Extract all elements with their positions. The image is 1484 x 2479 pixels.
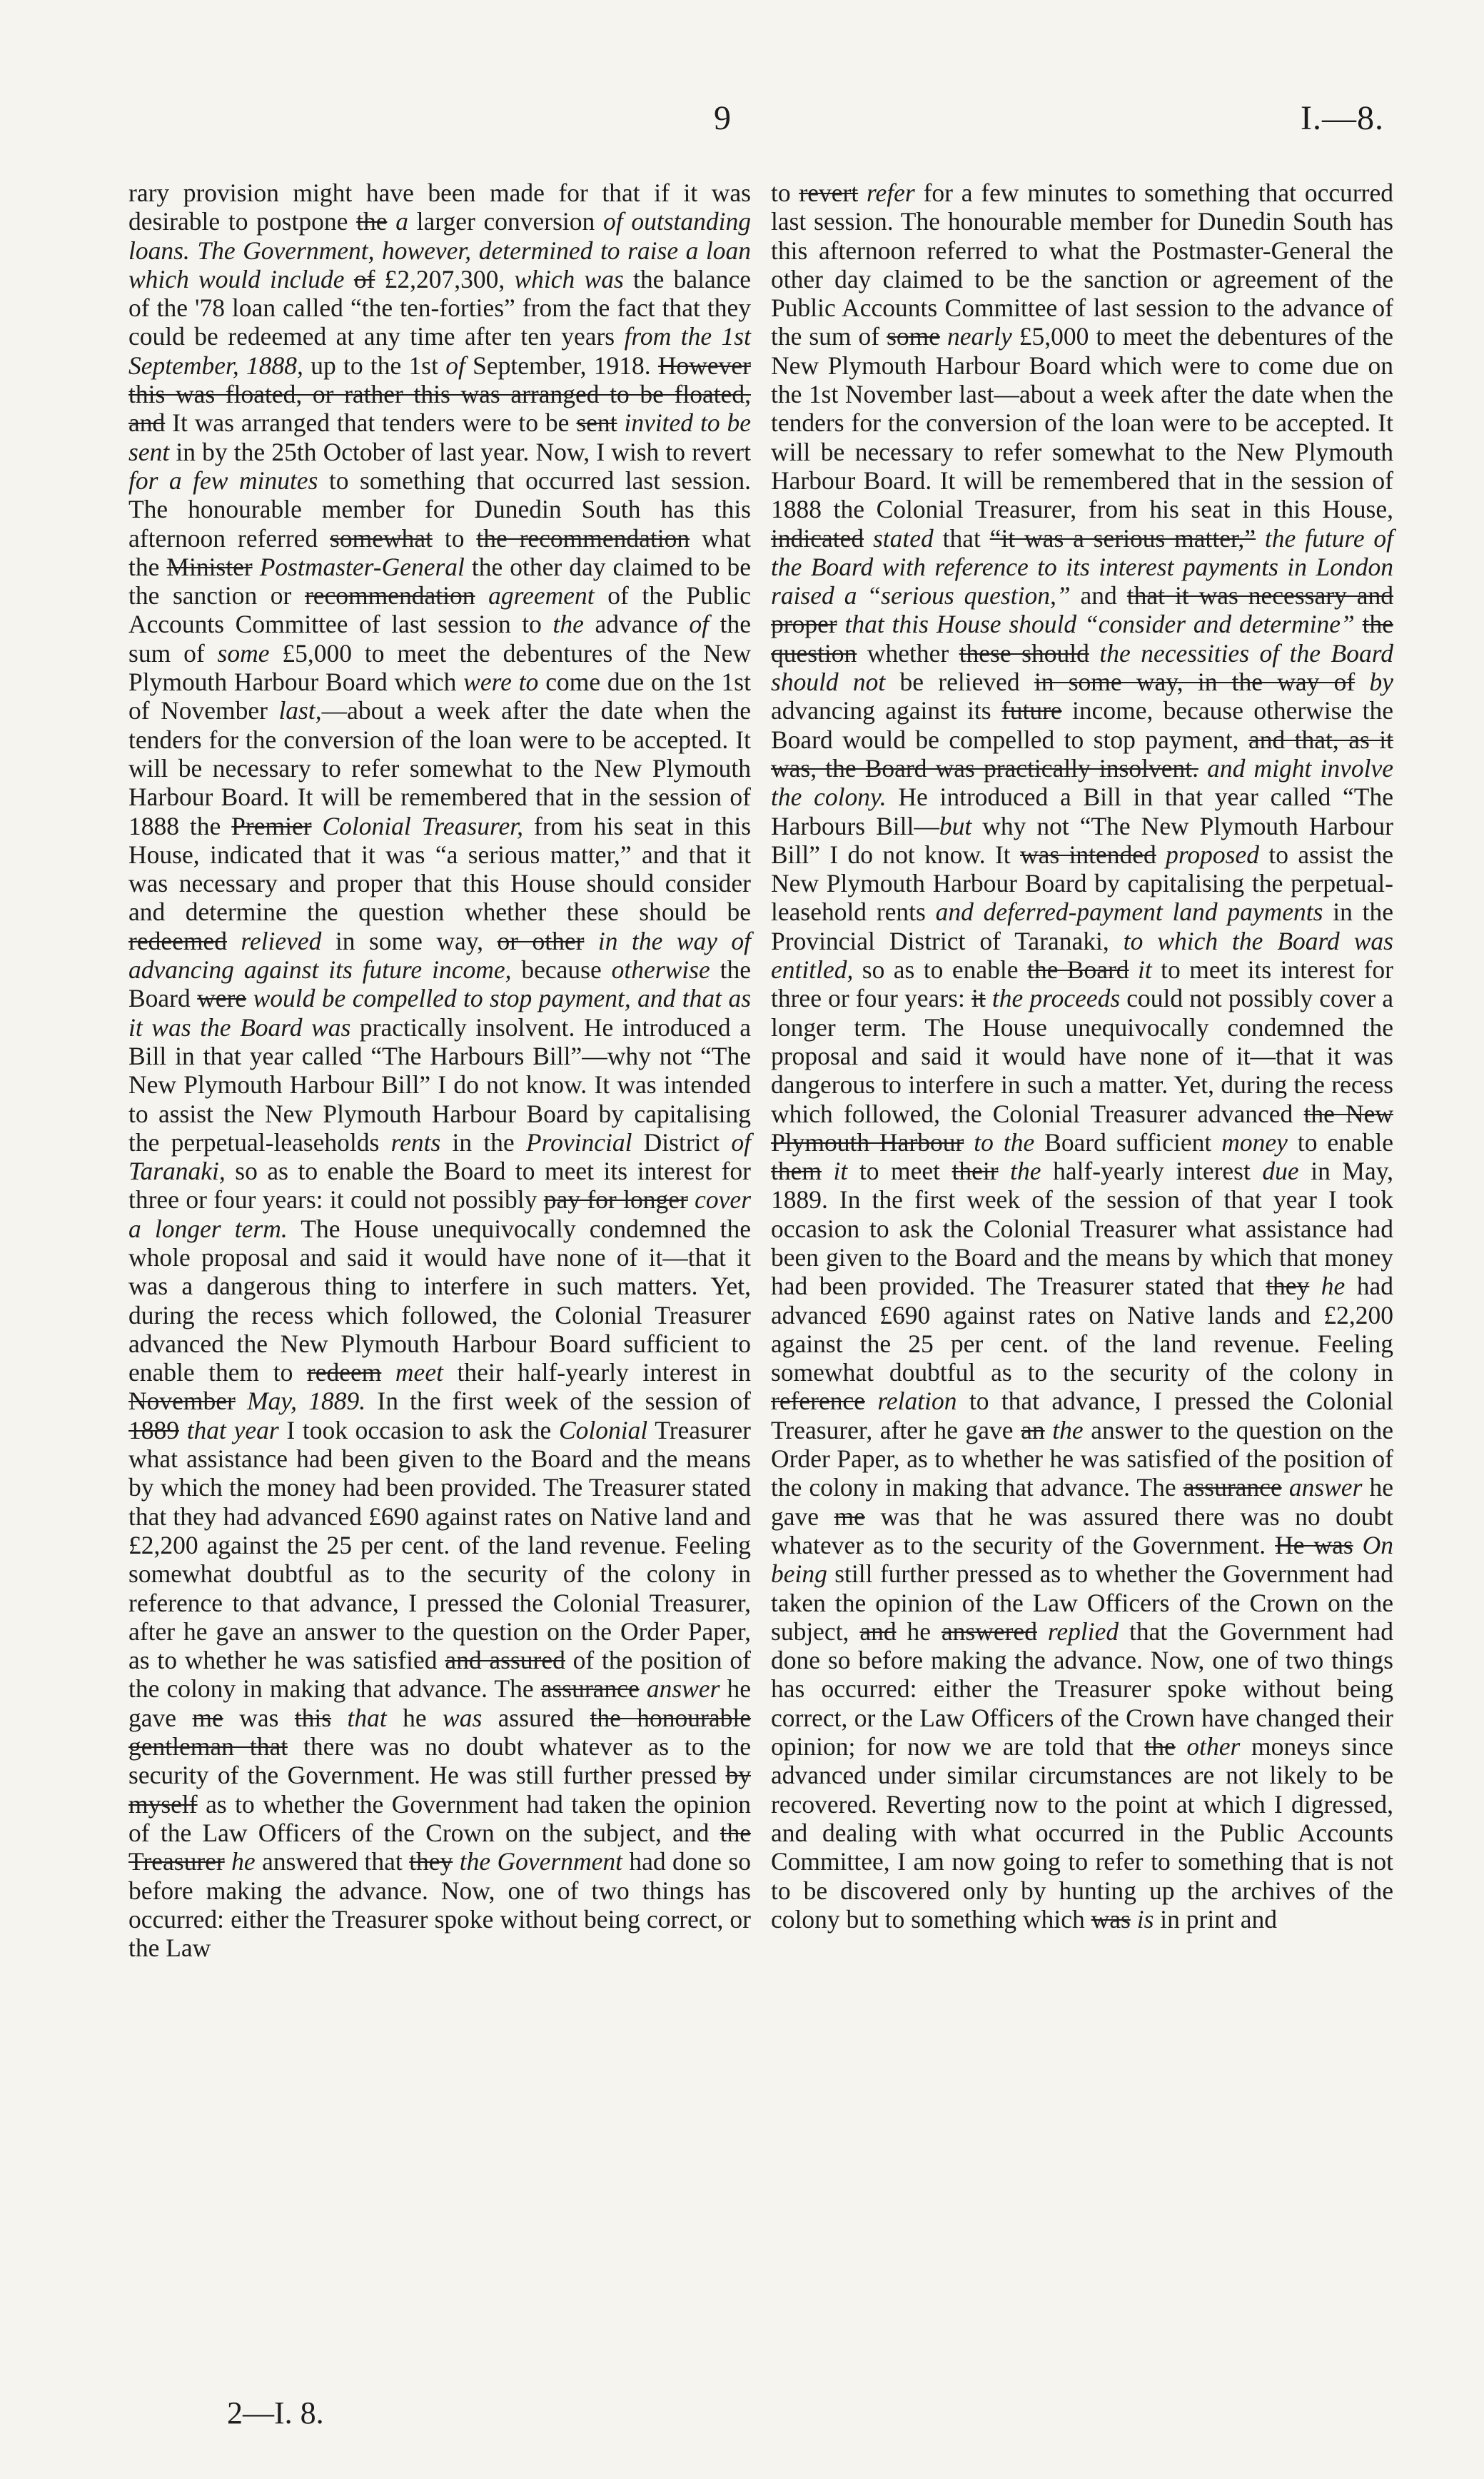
- deleted-text: the Board: [1026, 955, 1129, 985]
- body-text: Treasurer what assistance had been given to the Board and the means by which the money had been provided. The Treasurer stated that they had advanced £690 against rates on Native land and £2,200 against the 25 per cent. of the land revenue. Feeling somewhat doubtful as to the security of the colony in reference to that advance, I pressed the Colonial Treasurer, after he gave an answer to the question on the Order Paper, as to whether he was satisfied: [128, 1415, 752, 1675]
- inserted-text: refer: [867, 178, 915, 207]
- paragraph: [771, 178, 1393, 1934]
- body-text: of the position of the colony in making that advance. The: [128, 1646, 751, 1704]
- deleted-text: these should: [959, 638, 1089, 668]
- inserted-text: of: [689, 610, 710, 639]
- body-text: [858, 178, 867, 207]
- deleted-text: redeem: [306, 1358, 382, 1387]
- inserted-text: invited to be sent: [128, 408, 751, 466]
- body-text: [179, 1416, 187, 1444]
- inserted-text: otherwise: [611, 955, 710, 985]
- deleted-text: assurance: [1183, 1473, 1282, 1502]
- deleted-text: me: [834, 1502, 865, 1531]
- body-text: [640, 1674, 647, 1703]
- body-text: [227, 927, 241, 955]
- inserted-text: the: [1010, 1157, 1041, 1186]
- body-text: of the Public Accounts Committee of last session to: [128, 581, 752, 639]
- inserted-text: but: [939, 811, 972, 840]
- body-text: had done so before making the advance. Now, one of two things has occurred: either the Treasurer spoke without being correct, or the Law: [128, 1847, 751, 1963]
- deleted-text: their: [952, 1157, 999, 1186]
- body-text: was: [223, 1703, 295, 1732]
- inserted-text: by: [1369, 668, 1394, 697]
- inserted-text: to which the Board was entitled,: [771, 926, 1393, 985]
- body-text: in the Provincial District of Taranaki,: [771, 897, 1393, 955]
- inserted-text: Provincial: [525, 1127, 632, 1157]
- deleted-text: the: [356, 207, 388, 236]
- body-text: be relieved: [885, 668, 1034, 697]
- body-text: advance: [583, 610, 690, 639]
- body-text: [964, 1128, 974, 1157]
- inserted-text: Colonial: [558, 1415, 648, 1444]
- inserted-text: that this House should “consider and determine”: [844, 610, 1355, 639]
- body-text: in print and: [1154, 1904, 1277, 1934]
- deleted-text: sent: [576, 408, 617, 438]
- body-text: [1309, 1272, 1321, 1300]
- inserted-text: a: [395, 207, 408, 236]
- inserted-text: he: [231, 1847, 256, 1876]
- body-text: he: [896, 1616, 942, 1646]
- body-text: and: [1070, 581, 1127, 610]
- body-text: why not “The New Plymouth Harbour Bill” I do not know. It: [771, 811, 1393, 869]
- inserted-text: would be compelled to stop payment, and that as it was the Board was: [128, 984, 752, 1042]
- body-text: [331, 1704, 347, 1732]
- inserted-text: he: [1321, 1272, 1346, 1301]
- deleted-text: they: [1266, 1272, 1310, 1301]
- text-column-left: [128, 178, 751, 1962]
- body-text: he gave: [771, 1473, 1393, 1531]
- deleted-text: by myself: [128, 1761, 751, 1819]
- deleted-text: revert: [799, 178, 859, 207]
- body-text: [381, 1358, 395, 1387]
- inserted-text: and might involve the colony.: [771, 753, 1393, 812]
- body-text: [822, 1157, 834, 1185]
- body-text: income, because otherwise the Board would be compelled to stop payment,: [771, 696, 1393, 754]
- inserted-text: On being: [771, 1530, 1394, 1589]
- body-text: He introduced a Bill in that year called “The Harbours Bill—: [771, 783, 1393, 840]
- deleted-text: me: [192, 1703, 223, 1732]
- body-text: larger conversion: [408, 207, 603, 236]
- body-text: [312, 812, 323, 840]
- deleted-text: the New Plymouth Harbour: [771, 1099, 1393, 1157]
- deleted-text: the: [1144, 1732, 1176, 1761]
- body-text: practically insolvent. He introduced a Bill in that year called “The Harbours Bill”—why not “The New Plymouth Harbour Bill” I do not know. It was intended to assist the New Plymouth Harbour Board by capitalising the perpetual-leaseholds: [128, 1012, 751, 1157]
- deleted-text: However this was floated, or rather this was arranged to be floated, and: [128, 351, 751, 438]
- deleted-text: Premier: [231, 811, 312, 840]
- inserted-text: of: [445, 351, 465, 380]
- body-text: in some way,: [321, 926, 498, 955]
- inserted-text: which was: [514, 264, 624, 293]
- inserted-text: the: [552, 610, 584, 639]
- body-text: The House unequivocally condemned the whole proposal and said it would have none of it—that it was a dangerous thing to interfere in such matters. Yet, during the recess which followed, the Colonial Treasurer advanced the New Plymouth Harbour Board sufficient to enable them to: [128, 1214, 751, 1387]
- deleted-text: reference: [771, 1387, 865, 1416]
- body-text: It was arranged that tenders were to be: [165, 408, 577, 438]
- body-text: that: [933, 523, 990, 553]
- deleted-text: this: [294, 1703, 332, 1732]
- inserted-text: the: [1052, 1415, 1084, 1444]
- deleted-text: the honourable gentleman that: [128, 1703, 752, 1761]
- inserted-text: Colonial Treasurer,: [322, 811, 523, 840]
- body-text: for a few minutes to something that occurred last session. The honourable member for Dunedin South has this afternoon referred to what the Postmaster-General the other day claimed to be the sanction or agreement of the Public Accounts Committee of last session to the advance of the sum of: [771, 178, 1393, 351]
- body-text: [837, 610, 845, 638]
- inserted-text: of Taranaki,: [128, 1127, 751, 1186]
- inserted-text: answer: [646, 1674, 720, 1704]
- deleted-text: Minister: [166, 552, 253, 581]
- body-text: [1037, 1617, 1048, 1646]
- body-text: advancing against its: [771, 696, 1001, 725]
- inserted-text: replied: [1047, 1616, 1119, 1646]
- text-column-right: [771, 178, 1393, 1934]
- inserted-text: it: [1138, 955, 1152, 985]
- deleted-text: was: [1091, 1904, 1131, 1934]
- inserted-text: from the 1st September, 1888,: [128, 322, 751, 380]
- deleted-text: that it was necessary and proper: [771, 581, 1393, 639]
- inserted-text: for a few minutes: [128, 466, 318, 495]
- body-text: [475, 581, 489, 610]
- body-text: to meet its interest for three or four years:: [771, 955, 1393, 1013]
- inserted-text: that: [347, 1703, 387, 1732]
- body-text: [453, 1847, 459, 1876]
- deleted-text: and assured: [445, 1646, 565, 1675]
- body-text: to: [433, 523, 477, 553]
- inserted-text: relation: [877, 1387, 957, 1416]
- body-text: In the first week of the session of: [365, 1387, 751, 1416]
- body-text: answered that: [255, 1847, 410, 1876]
- inserted-text: money: [1221, 1127, 1288, 1157]
- inserted-text: nearly: [947, 322, 1012, 351]
- body-text: to that advance, I pressed the Colonial Treasurer, after he gave: [771, 1387, 1393, 1444]
- deleted-text: some: [887, 322, 941, 351]
- deleted-text: answered: [941, 1616, 1037, 1646]
- body-text: half-yearly interest: [1041, 1157, 1263, 1186]
- body-text: to something that occurred last session. The honourable member for Dunedin South has this afternoon referred: [128, 466, 751, 553]
- deleted-text: 1889: [128, 1415, 179, 1444]
- deleted-text: in some way, in the way of: [1034, 668, 1356, 697]
- body-text: the other day claimed to be the sanction or: [128, 552, 752, 610]
- body-text: in the: [440, 1127, 526, 1157]
- body-text: to: [771, 178, 799, 207]
- inserted-text: relieved: [241, 926, 322, 955]
- paragraph: [128, 178, 751, 1962]
- body-text: [1282, 1473, 1289, 1502]
- inserted-text: Postmaster-General: [259, 552, 465, 581]
- body-text: [246, 984, 253, 1012]
- inserted-text: last,: [278, 696, 322, 725]
- body-text: the Board: [128, 955, 752, 1013]
- deleted-text: or other: [497, 926, 585, 955]
- inserted-text: other: [1186, 1732, 1241, 1761]
- deleted-text: the recommendation: [476, 523, 690, 553]
- body-text: answer to the question on the Order Paper, as to whether he was satisfied of the position of the colony in making that advance. The: [771, 1415, 1394, 1502]
- body-text: Board sufficient: [1034, 1127, 1222, 1157]
- deleted-text: November: [128, 1387, 236, 1416]
- body-text: [1355, 610, 1363, 638]
- inserted-text: agreement: [488, 581, 595, 610]
- deleted-text: it: [971, 984, 986, 1013]
- inserted-text: answer: [1288, 1473, 1363, 1502]
- body-text: in May, 1889. In the first week of the session of that year I took occasion to ask the Colonial Treasurer what assistance had been given to the Board and the means by which that money had been provided. The Treasurer stated that: [771, 1157, 1394, 1301]
- body-text: [1355, 668, 1369, 696]
- deleted-text: redeemed: [128, 926, 227, 955]
- body-text: [1156, 840, 1166, 869]
- deleted-text: of: [353, 264, 375, 293]
- deleted-text: future: [1001, 696, 1062, 725]
- body-text: [387, 207, 395, 236]
- body-text: [1129, 955, 1138, 984]
- body-text: so as to enable the Board to meet its interest for three or four years: it could not possibly: [128, 1157, 751, 1215]
- body-text: in by the 25th October of last year. Now, I wish to revert: [169, 437, 751, 466]
- body-text: could not possibly cover a longer term. The House unequivocally condemned the proposal and said it would have none of it—that it was dangerous to interfere in such a matter. Yet, during the recess which followed, the Colonial Treasurer advanced: [771, 984, 1394, 1128]
- body-text: he gave: [128, 1674, 751, 1732]
- inserted-text: the necessities of the Board should not: [771, 638, 1393, 697]
- body-text: [225, 1847, 231, 1876]
- body-text: come due on the 1st of November: [128, 668, 751, 725]
- body-text: £2,207,300,: [375, 264, 515, 293]
- body-text: [617, 408, 625, 437]
- inserted-text: stated: [872, 523, 934, 553]
- inserted-text: was: [443, 1703, 483, 1732]
- body-text: [940, 322, 947, 351]
- deleted-text: and that, as it was, the Board was practically insolvent.: [771, 725, 1393, 783]
- body-text: to enable: [1287, 1127, 1394, 1157]
- body-text: [1089, 639, 1100, 668]
- body-text: still further pressed as to whether the Government had taken the opinion of the Law Officers of the Crown on the subject,: [771, 1559, 1393, 1646]
- body-text: from his seat in this House, indicated that it was “a serious matter,” and that it was necessary and proper that this House should consider and determine the question whether these should be: [128, 811, 752, 927]
- deleted-text: pay for longer: [543, 1185, 688, 1215]
- body-text: had advanced £690 against rates on Native lands and £2,200 against the 25 per cent. of the land revenue. Feeling somewhat doubtful as to the security of the colony in: [771, 1272, 1393, 1387]
- body-text: so as to enable: [853, 955, 1027, 985]
- inserted-text: and deferred-payment land payments: [935, 897, 1323, 927]
- body-text: to meet: [847, 1157, 952, 1186]
- inserted-text: due: [1262, 1157, 1299, 1186]
- deleted-text: were: [197, 984, 247, 1013]
- inserted-text: proposed: [1166, 840, 1259, 869]
- body-text: [986, 984, 992, 1012]
- body-text: because: [511, 955, 612, 985]
- deleted-text: them: [771, 1157, 822, 1186]
- body-text: [1198, 754, 1207, 783]
- inserted-text: the Government: [459, 1847, 622, 1876]
- printer-signature: 2—I. 8.: [227, 2395, 324, 2430]
- inserted-text: that year: [186, 1415, 279, 1444]
- inserted-text: rents: [390, 1127, 441, 1157]
- deleted-text: somewhat: [330, 523, 433, 553]
- body-text: assured: [482, 1703, 590, 1732]
- inserted-text: some: [217, 638, 270, 668]
- body-text: the balance of the '78 loan called “the ten-forties” from the fact that they could be redeemed at any time after ten years: [128, 264, 752, 351]
- inserted-text: is: [1136, 1904, 1154, 1934]
- deleted-text: indicated: [771, 523, 864, 553]
- deleted-text: He was: [1275, 1530, 1353, 1559]
- body-text: the sum of: [128, 610, 752, 668]
- body-text: I took occasion to ask the: [278, 1415, 559, 1444]
- body-text: rary provision might have been made for that if it was desirable to postpone: [128, 178, 751, 236]
- body-text: up to the 1st: [303, 351, 446, 380]
- body-text: [1045, 1416, 1053, 1444]
- deleted-text: an: [1021, 1415, 1045, 1444]
- body-text: there was no doubt whatever as to the security of the Government. He was still further pressed: [128, 1732, 751, 1790]
- deleted-text: the Treasurer: [128, 1818, 751, 1876]
- inserted-text: were to: [463, 668, 539, 697]
- inserted-text: to the: [974, 1127, 1035, 1157]
- inserted-text: the future of the Board with reference to its interest payments in London raised a “serious question,”: [771, 523, 1394, 610]
- body-text: [345, 265, 354, 293]
- body-text: [864, 524, 873, 553]
- body-text: whether: [857, 638, 959, 668]
- body-text: to assist the New Plymouth Harbour Board by capitalising the perpetual-leasehold rents: [771, 840, 1393, 927]
- body-text: that the Government had done so before making the advance. Now, one of two things has occurred: either the Treasurer spoke without being correct, or the Law Officers of the Crown have changed their opinion; for now we are told that: [771, 1616, 1394, 1761]
- body-text: [1353, 1531, 1363, 1559]
- deleted-text: and: [859, 1616, 897, 1646]
- deleted-text: the question: [771, 610, 1393, 668]
- deleted-text: “it was a serious matter,”: [989, 523, 1256, 553]
- page-number: 9: [714, 99, 731, 137]
- inserted-text: meet: [395, 1358, 443, 1387]
- inserted-text: of outstanding loans. The Government, however, determined to raise a loan which would include: [128, 207, 751, 293]
- body-text: their half-yearly interest in: [443, 1358, 752, 1387]
- body-text: as to whether the Government had taken the opinion of the Law Officers of the Crown on the subject, and: [128, 1789, 751, 1847]
- deleted-text: was intended: [1020, 840, 1156, 869]
- body-text: £5,000 to meet the debentures of the New Plymouth Harbour Board which: [128, 638, 752, 697]
- body-text: [1176, 1732, 1187, 1761]
- body-text: —about a week after the date when the tenders for the conversion of the loan were to be accepted. It will be necessary to refer somewhat to the New Plymouth Harbour Board. It will be remembered that in the session of 1888 the: [128, 696, 751, 840]
- body-text: [1131, 1905, 1137, 1934]
- body-text: [999, 1157, 1011, 1185]
- inserted-text: the proceeds: [991, 984, 1121, 1013]
- body-text: he: [386, 1703, 443, 1732]
- body-text: [236, 1387, 247, 1415]
- inserted-text: cover a longer term.: [128, 1185, 752, 1243]
- body-text: [1256, 524, 1265, 553]
- body-text: [584, 927, 597, 955]
- deleted-text: recommendation: [304, 581, 475, 610]
- inserted-text: May, 1889.: [247, 1387, 366, 1416]
- body-text: moneys since advanced under similar circumstances are not likely to be recovered. Reverting now to the point at which I digressed, and dealing with what occurred in the Public Accounts Committee, I am now going to refer to something that is not to be discovered only by hunting up the archives of the colony but to something which: [771, 1732, 1393, 1934]
- body-text: what the: [128, 523, 751, 581]
- body-text: [865, 1387, 877, 1415]
- deleted-text: they: [409, 1847, 453, 1876]
- body-text: [253, 553, 260, 581]
- document-reference: I.—8.: [1301, 99, 1384, 137]
- body-text: [688, 1185, 695, 1214]
- body-text: was that he was assured there was no doubt whatever as to the security of the Government.: [771, 1502, 1393, 1559]
- body-text: District: [632, 1127, 732, 1157]
- body-text: September, 1918.: [465, 351, 658, 380]
- inserted-text: it: [833, 1157, 848, 1186]
- body-text: £5,000 to meet the debentures of the New Plymouth Harbour Board which were to come due on the 1st November last—about a week after the date when the tenders for the conversion of the loan were to be accepted. It will be necessary to refer somewhat to the New Plymouth Harbour Board. It will be remembered that in the session of 1888 the Colonial Treasurer, from his seat in this House,: [771, 322, 1394, 524]
- deleted-text: assurance: [540, 1674, 640, 1704]
- inserted-text: in the way of advancing against its future income,: [128, 926, 752, 985]
